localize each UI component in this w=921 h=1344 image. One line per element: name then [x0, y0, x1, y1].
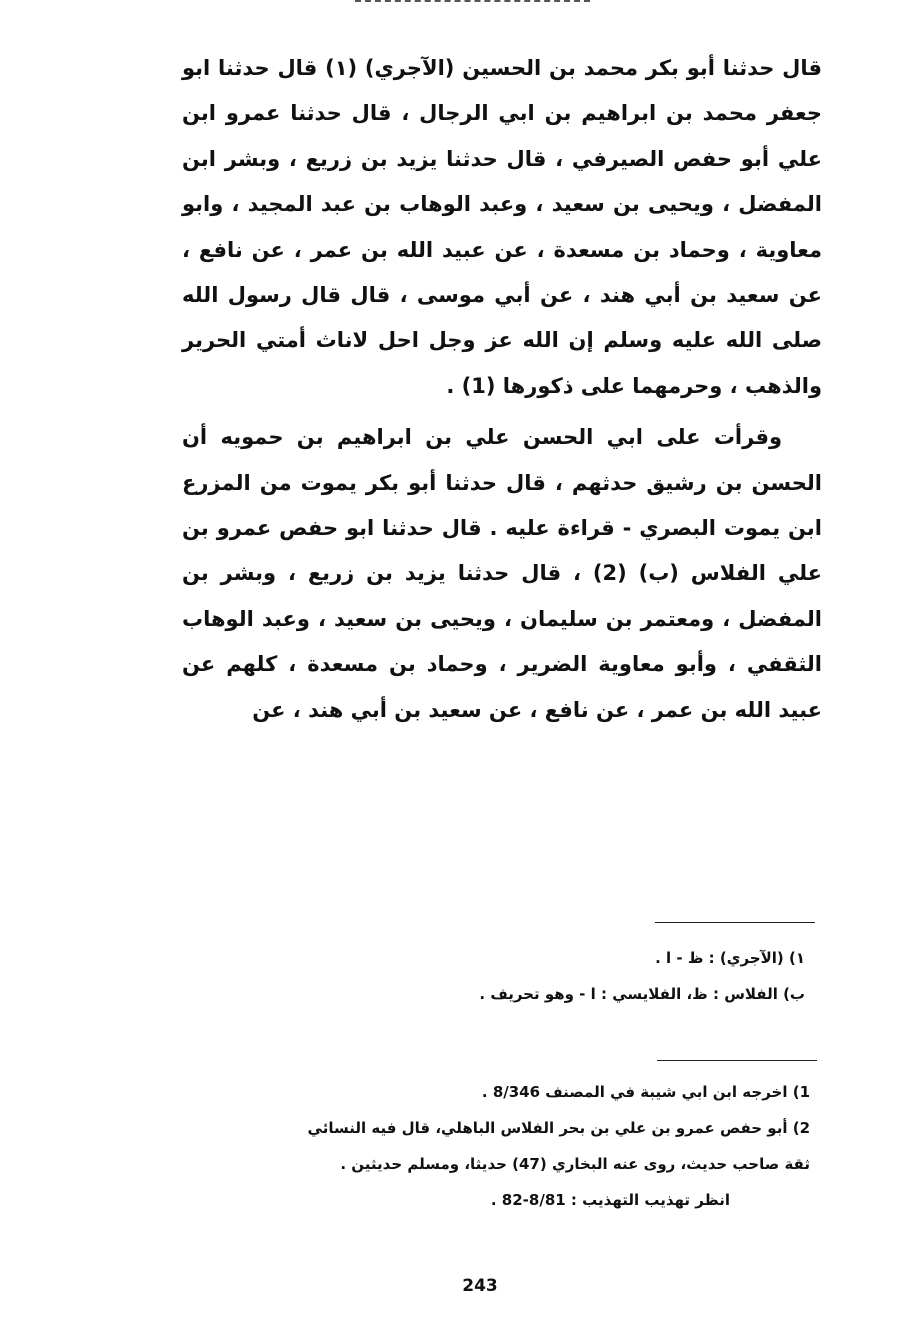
- paragraph-2: وقرأت على ابي الحسن علي بن ابراهيم بن حمويه أن الحسن بن رشيق حدثهم ، قال حدثنا أبو بكر يموت من المزرع ابن يموت البصري - قراءة عليه . قال حدثنا ابو حفص عمرو بن علي الفلاس (ب) (2) ، قال حدثنا يزيد بن زريع ، وبشر بن المفضل ، ومعتمر بن سليمان ، ويحيى بن سعيد ، وعبد الوهاب الثقفي ، وأبو معاوية الضرير ، وحماد بن مسعدة ، كلهم عن عبيد الله بن عمر ، عن نافع ، عن سعيد بن أبي هند ، عن: [182, 425, 822, 722]
- page-number: 243: [462, 1276, 498, 1296]
- source-footnote-1: 1) اخرجه ابن ابي شيبة في المصنف 8/346 .: [481, 1083, 810, 1101]
- paragraph-1: قال حدثنا أبو بكر محمد بن الحسين (الآجري) (١) قال حدثنا ابو جعفر محمد بن ابراهيم بن ابي الرجال ، قال حدثنا عمرو ابن علي أبو حفص الصيرفي ، قال حدثنا يزيد بن زريع ، وبشر ابن المفضل ، ويحيى بن سعيد ، وعبد الوهاب بن عبد المجيد ، وابو معاوية ، وحماد بن مسعدة ، عن عبيد الله بن عمر ، عن نافع ، عن سعيد بن أبي هند ، عن أبي موسى ، قال قال رسول الله صلى الله عليه وسلم إن الله عز وجل احل لاناث أمتي الحرير والذهب ، وحرمهما على ذكورها (1) .: [182, 56, 823, 398]
- footnote-divider-sources: [657, 1060, 817, 1061]
- top-margin-rule: [355, 0, 590, 4]
- variant-footnote-1: ١) (الآجري) : ظ - ا .: [655, 949, 805, 967]
- source-footnote-2: 2) أبو حفص عمرو بن علي بن بحر الفلاس الباهلي، قال فيه النسائي: [307, 1119, 810, 1137]
- main-text: [182, 46, 822, 733]
- variant-footnotes: [300, 940, 805, 1012]
- variant-footnote-2: ب) الفلاس : ظ، الفلايسي : ا - وهو تحريف .: [479, 985, 805, 1003]
- footnote-divider-variants: [655, 922, 815, 923]
- source-footnote-2-reference: انظر تهذيب التهذيب : 8/81-82 .: [490, 1191, 730, 1209]
- source-footnotes: [170, 1074, 810, 1218]
- source-footnote-2-continued: ثقة صاحب حديث، روى عنه البخاري (47) حديثا، ومسلم حديثين .: [340, 1155, 810, 1173]
